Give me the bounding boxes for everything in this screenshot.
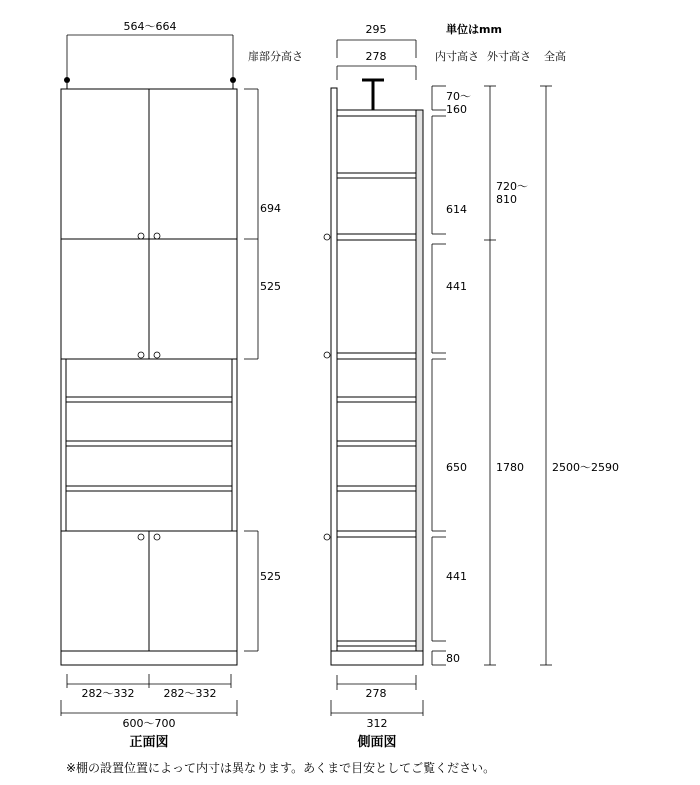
- unit-label: 単位はmm: [446, 23, 502, 36]
- pole-knob-left: [64, 77, 70, 83]
- inner-height-5: 80: [446, 652, 460, 665]
- plinth: [61, 651, 237, 665]
- door-width-right: 282〜332: [163, 687, 217, 700]
- inner-height-top-line2: 160: [446, 103, 467, 116]
- header-door-height: 扉部分高さ: [248, 50, 303, 63]
- side-top-depth: 295: [365, 23, 387, 36]
- back-panel: [416, 110, 423, 651]
- side-inner-depth-top: 278: [365, 50, 387, 63]
- side-shelves: [337, 110, 416, 646]
- outer-height-bottom: 1780: [496, 461, 524, 474]
- lower-door-right: [149, 531, 237, 651]
- inner-height-3: 650: [446, 461, 467, 474]
- door-knob: [324, 534, 330, 540]
- header-total-height: 全高: [544, 50, 566, 63]
- door-knob: [324, 234, 330, 240]
- door-height-lower: 525: [260, 570, 281, 583]
- header-inner-height: 内寸高さ: [435, 50, 479, 63]
- inner-height-2: 441: [446, 280, 467, 293]
- upper-door-left: [61, 89, 149, 239]
- side-total-depth: 312: [366, 717, 388, 730]
- front-top-width: 564〜664: [123, 20, 177, 33]
- front-view: [61, 20, 281, 750]
- side-inner-depth-bottom: 278: [365, 687, 387, 700]
- inner-height-dims: [432, 86, 446, 665]
- pole-knob-right: [230, 77, 236, 83]
- lower-door-left: [61, 531, 149, 651]
- middle-door-left: [61, 239, 149, 359]
- open-shelf-section: [61, 359, 237, 531]
- header-outer-height: 外寸高さ: [487, 50, 531, 63]
- inner-height-4: 441: [446, 570, 467, 583]
- door-knob: [324, 352, 330, 358]
- inner-height-top: [446, 90, 475, 116]
- footnote: ※棚の設置位置によって内寸は異なります。あくまで目安としてご覧ください。: [66, 761, 496, 775]
- side-caption: 側面図: [357, 735, 397, 750]
- door-width-left: 282〜332: [81, 687, 135, 700]
- middle-door-right: [149, 239, 237, 359]
- upper-door-right: [149, 89, 237, 239]
- side-door-panel: [331, 88, 337, 651]
- side-view: [324, 23, 619, 750]
- outer-height-dims: [484, 86, 496, 665]
- front-total-width: 600〜700: [122, 717, 176, 730]
- door-height-middle: 525: [260, 280, 281, 293]
- outer-height-top-line1: 720〜: [496, 180, 528, 193]
- front-caption: 正面図: [129, 735, 169, 750]
- inner-height-top-line1: 70〜: [446, 90, 471, 103]
- total-height: 2500〜2590: [552, 461, 619, 474]
- side-plinth: [331, 651, 423, 665]
- outer-height-top-line2: 810: [496, 193, 517, 206]
- inner-height-1: 614: [446, 203, 467, 216]
- outer-height-top: [496, 180, 532, 206]
- door-height-upper: 694: [260, 202, 281, 215]
